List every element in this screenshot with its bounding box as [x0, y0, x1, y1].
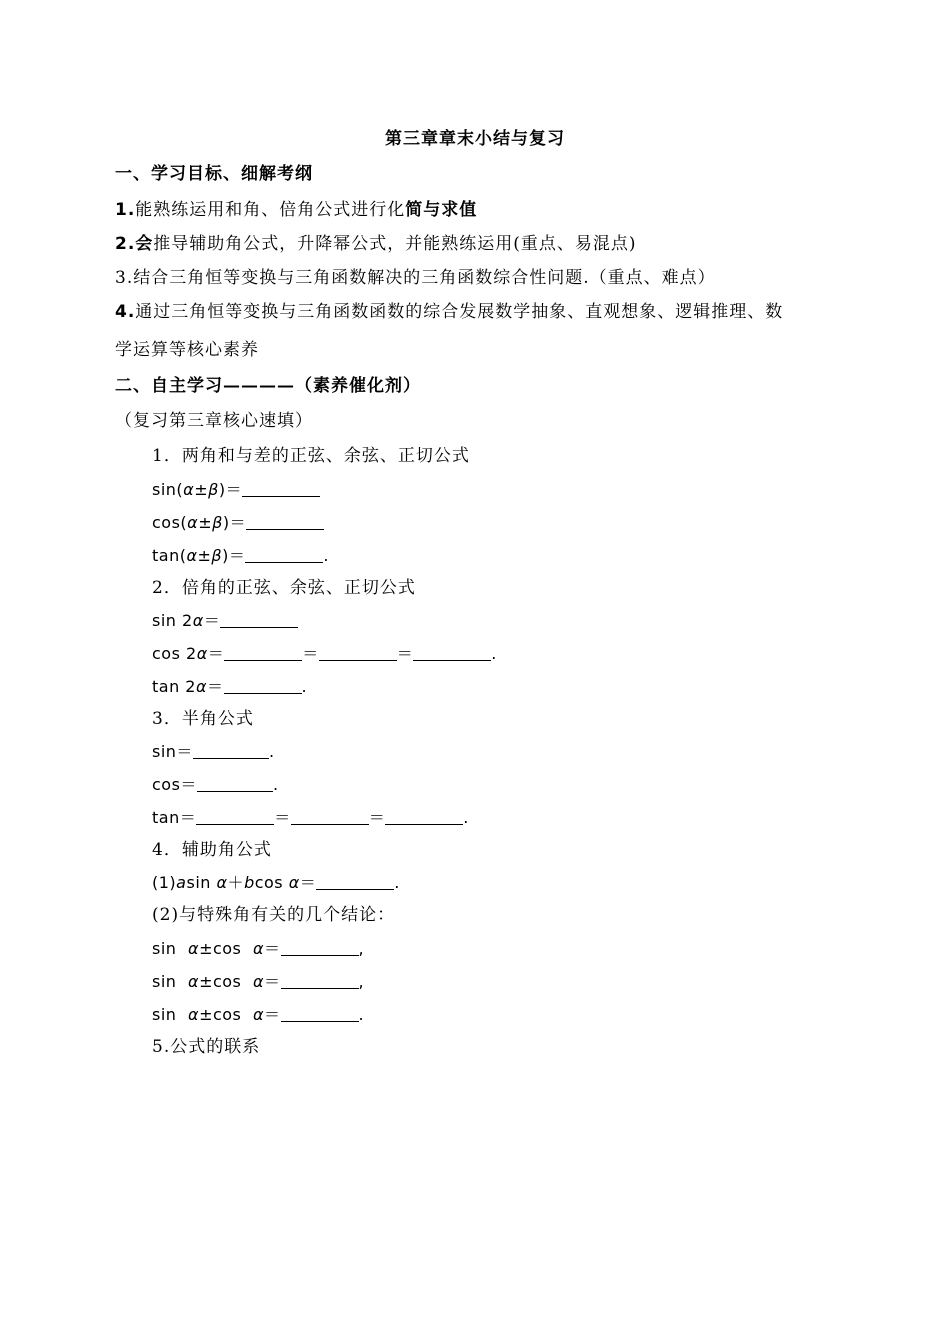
alpha-symbol: α: [196, 644, 208, 663]
answer-blank[interactable]: [242, 478, 320, 497]
formula-fn: sin(: [152, 480, 184, 499]
alpha-symbol: α: [216, 873, 228, 892]
topic-1-heading: 1．两角和与差的正弦、余弦、正切公式: [152, 446, 470, 466]
special-angle-formula-1: [152, 937, 364, 961]
plus-minus-symbol: ±: [199, 1005, 213, 1024]
special-angle-formula-2: [152, 970, 364, 994]
equals-symbol: ＝: [264, 972, 281, 991]
formula-close: )＝: [222, 546, 246, 565]
alpha-symbol: α: [188, 972, 200, 991]
formula-end: ,: [358, 939, 365, 958]
tan-double-formula: [152, 675, 307, 699]
topic-4-heading: 4．辅助角公式: [152, 840, 272, 860]
plus-symbol: ＋: [227, 873, 245, 892]
formula-fn: sin 2: [152, 611, 193, 630]
formula-end: .: [301, 677, 308, 696]
answer-blank[interactable]: [316, 871, 394, 890]
coefficient-a: a: [176, 873, 187, 892]
alpha-symbol: α: [288, 873, 300, 892]
half-tan-formula: [152, 806, 469, 830]
formula-close: )＝: [222, 513, 247, 532]
answer-blank[interactable]: [385, 806, 463, 825]
beta-symbol: β: [208, 480, 219, 499]
answer-blank[interactable]: [224, 675, 302, 694]
formula-fn: sin: [152, 972, 189, 991]
answer-blank[interactable]: [413, 642, 491, 661]
item-label: (1): [152, 873, 177, 892]
objective-1-bold: 简与求值: [405, 200, 478, 220]
equals-symbol: ＝: [207, 644, 225, 663]
objective-1: [115, 198, 477, 222]
half-sin-formula: [152, 740, 275, 764]
section-1-heading: 一、学习目标、细解考纲: [115, 164, 313, 184]
objective-4-number: 4.: [115, 302, 136, 322]
objective-2-bold: 会: [135, 234, 154, 254]
formula-fn: sin: [152, 1005, 189, 1024]
half-cos-formula: [152, 773, 279, 797]
formula-end: .: [323, 546, 329, 565]
answer-blank[interactable]: [197, 773, 273, 792]
formula-fn: tan(: [152, 546, 187, 565]
formula-fn: sin: [152, 939, 189, 958]
formula-fn: cos: [212, 972, 253, 991]
formula-fn: cos: [212, 1005, 253, 1024]
alpha-symbol: α: [188, 939, 200, 958]
answer-blank[interactable]: [281, 970, 359, 989]
equals-symbol: ＝: [207, 677, 224, 696]
tan-sum-formula: [152, 544, 329, 568]
topic-2-heading: 2．倍角的正弦、余弦、正切公式: [152, 578, 416, 598]
objective-3-text: 结合三角恒等变换与三角函数解决的三角函数综合性问题.（重点、难点）: [133, 268, 716, 288]
topic-3-heading: 3．半角公式: [152, 709, 254, 729]
alpha-symbol: α: [187, 513, 199, 532]
coefficient-b: b: [244, 873, 255, 892]
auxiliary-angle-formula: [152, 871, 400, 895]
alpha-symbol: α: [195, 677, 208, 696]
answer-blank[interactable]: [281, 937, 359, 956]
answer-blank[interactable]: [245, 544, 323, 563]
objective-2: [115, 232, 637, 256]
plus-minus-symbol: ±: [198, 513, 213, 532]
document-title: 第三章章末小结与复习: [385, 129, 565, 149]
answer-blank[interactable]: [319, 642, 397, 661]
objective-1-text: 能熟练运用和角、倍角公式进行化: [135, 200, 406, 220]
special-angle-heading: (2)与特殊角有关的几个结论：: [152, 905, 396, 925]
answer-blank[interactable]: [220, 609, 298, 628]
topic-5-heading: 5.公式的联系: [152, 1037, 261, 1057]
alpha-symbol: α: [252, 972, 265, 991]
formula-end: .: [491, 644, 497, 663]
objective-3-number: 3.: [115, 268, 134, 288]
plus-minus-symbol: ±: [199, 939, 213, 958]
equals-symbol: ＝: [299, 873, 317, 892]
alpha-symbol: α: [252, 939, 265, 958]
formula-fn: cos: [212, 939, 253, 958]
objective-4: [115, 300, 783, 324]
special-angle-formula-3: [152, 1003, 364, 1027]
formula-fn: cos 2: [152, 644, 197, 663]
plus-minus-symbol: ±: [199, 972, 213, 991]
answer-blank[interactable]: [246, 511, 324, 530]
formula-fn: cos＝: [152, 775, 197, 794]
answer-blank[interactable]: [281, 1003, 359, 1022]
equals-symbol: ＝: [264, 1005, 281, 1024]
answer-blank[interactable]: [291, 806, 369, 825]
objective-1-number: 1.: [115, 200, 136, 220]
formula-close: )＝: [218, 480, 243, 499]
formula-fn: tan 2: [152, 677, 196, 696]
section-2-heading: 二、自主学习————（素养催化剂）: [115, 376, 421, 396]
plus-minus-symbol: ±: [194, 480, 209, 499]
formula-end: .: [268, 742, 275, 761]
equals-symbol: ＝: [264, 939, 281, 958]
formula-end: ,: [358, 972, 365, 991]
alpha-symbol: α: [192, 611, 204, 630]
alpha-symbol: α: [186, 546, 198, 565]
alpha-symbol: α: [183, 480, 195, 499]
equals-symbol: ＝: [368, 808, 386, 827]
objective-2-number: 2.: [115, 234, 136, 254]
formula-end: .: [463, 808, 469, 827]
sin-sum-formula: [152, 478, 320, 502]
alpha-symbol: α: [188, 1005, 200, 1024]
cos-sum-formula: [152, 511, 324, 535]
equals-symbol: ＝: [396, 644, 414, 663]
formula-fn: cos: [254, 873, 289, 892]
formula-fn: sin: [186, 873, 217, 892]
answer-blank[interactable]: [193, 740, 269, 759]
formula-end: .: [272, 775, 279, 794]
sin-double-formula: [152, 609, 298, 633]
formula-end: .: [394, 873, 400, 892]
equals-symbol: ＝: [274, 808, 291, 827]
objective-4-continued: 学运算等核心素养: [115, 340, 259, 360]
plus-minus-symbol: ±: [197, 546, 212, 565]
objective-3: [115, 266, 716, 290]
cos-double-formula: [152, 642, 497, 666]
formula-end: .: [358, 1005, 365, 1024]
answer-blank[interactable]: [196, 806, 274, 825]
formula-fn: cos(: [152, 513, 188, 532]
review-subtitle: （复习第三章核心速填）: [115, 411, 313, 431]
alpha-symbol: α: [252, 1005, 265, 1024]
formula-fn: tan＝: [152, 808, 197, 827]
equals-symbol: ＝: [203, 611, 221, 630]
formula-fn: sin＝: [152, 742, 193, 761]
equals-symbol: ＝: [302, 644, 319, 663]
answer-blank[interactable]: [224, 642, 302, 661]
objective-2-text: 推导辅助角公式，升降幂公式，并能熟练运用(重点、易混点): [153, 234, 637, 254]
beta-symbol: β: [212, 513, 223, 532]
beta-symbol: β: [211, 546, 223, 565]
objective-4-text: 通过三角恒等变换与三角函数函数的综合发展数学抽象、直观想象、逻辑推理、数: [135, 302, 784, 322]
